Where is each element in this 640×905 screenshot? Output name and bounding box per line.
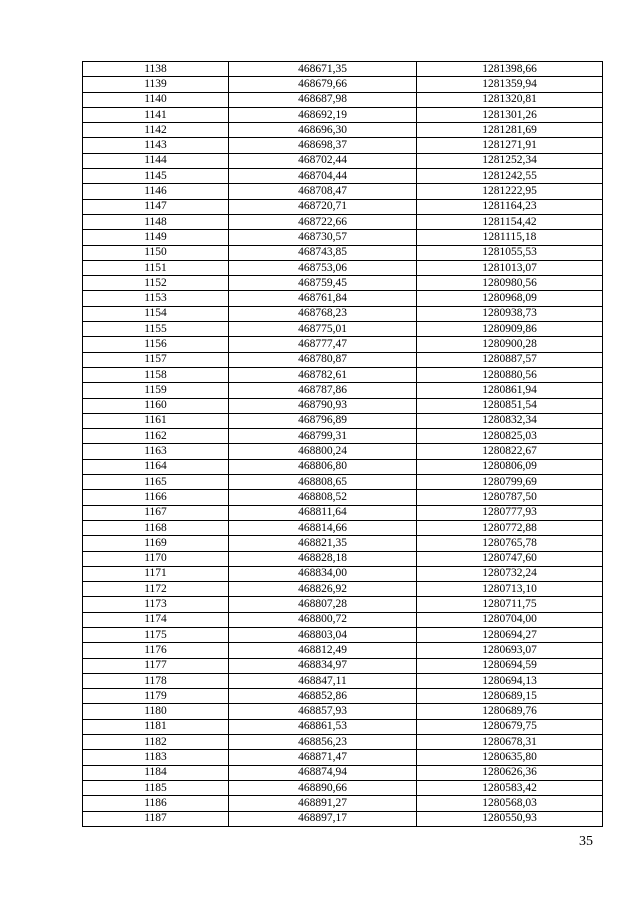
point-number-cell: 1186 bbox=[83, 796, 229, 811]
y-coordinate-cell: 1281398,66 bbox=[417, 62, 603, 77]
x-coordinate-cell: 468708,47 bbox=[229, 184, 417, 199]
point-number-cell: 1170 bbox=[83, 551, 229, 566]
point-number-cell: 1185 bbox=[83, 780, 229, 795]
y-coordinate-cell: 1281301,26 bbox=[417, 107, 603, 122]
y-coordinate-cell: 1280909,86 bbox=[417, 322, 603, 337]
x-coordinate-cell: 468796,89 bbox=[229, 413, 417, 428]
y-coordinate-cell: 1280635,80 bbox=[417, 750, 603, 765]
y-coordinate-cell: 1280747,60 bbox=[417, 551, 603, 566]
table-row bbox=[83, 306, 603, 321]
table-row bbox=[83, 765, 603, 780]
y-coordinate-cell: 1280732,24 bbox=[417, 566, 603, 581]
y-coordinate-cell: 1280765,78 bbox=[417, 536, 603, 551]
x-coordinate-cell: 468861,53 bbox=[229, 719, 417, 734]
y-coordinate-cell: 1281164,23 bbox=[417, 199, 603, 214]
point-number-cell: 1177 bbox=[83, 658, 229, 673]
y-coordinate-cell: 1280938,73 bbox=[417, 306, 603, 321]
y-coordinate-cell: 1280799,69 bbox=[417, 475, 603, 490]
y-coordinate-cell: 1281281,69 bbox=[417, 123, 603, 138]
point-number-cell: 1148 bbox=[83, 214, 229, 229]
point-number-cell: 1156 bbox=[83, 337, 229, 352]
x-coordinate-cell: 468806,80 bbox=[229, 459, 417, 474]
y-coordinate-cell: 1280900,28 bbox=[417, 337, 603, 352]
x-coordinate-cell: 468780,87 bbox=[229, 352, 417, 367]
table-row bbox=[83, 627, 603, 642]
x-coordinate-cell: 468857,93 bbox=[229, 704, 417, 719]
x-coordinate-cell: 468800,72 bbox=[229, 612, 417, 627]
x-coordinate-cell: 468790,93 bbox=[229, 398, 417, 413]
point-number-cell: 1157 bbox=[83, 352, 229, 367]
y-coordinate-cell: 1280851,54 bbox=[417, 398, 603, 413]
y-coordinate-cell: 1280711,75 bbox=[417, 597, 603, 612]
y-coordinate-cell: 1281242,55 bbox=[417, 169, 603, 184]
table-row bbox=[83, 459, 603, 474]
y-coordinate-cell: 1280678,31 bbox=[417, 735, 603, 750]
x-coordinate-cell: 468897,17 bbox=[229, 811, 417, 826]
x-coordinate-cell: 468874,94 bbox=[229, 765, 417, 780]
table-row bbox=[83, 582, 603, 597]
table-row bbox=[83, 383, 603, 398]
table-row bbox=[83, 429, 603, 444]
point-number-cell: 1147 bbox=[83, 199, 229, 214]
table-row bbox=[83, 367, 603, 382]
x-coordinate-cell: 468808,65 bbox=[229, 475, 417, 490]
table-row bbox=[83, 62, 603, 77]
table-row bbox=[83, 520, 603, 535]
table-row bbox=[83, 214, 603, 229]
point-number-cell: 1149 bbox=[83, 230, 229, 245]
x-coordinate-cell: 468871,47 bbox=[229, 750, 417, 765]
coordinates-table-body bbox=[83, 62, 603, 827]
y-coordinate-cell: 1280777,93 bbox=[417, 505, 603, 520]
x-coordinate-cell: 468768,23 bbox=[229, 306, 417, 321]
table-row bbox=[83, 780, 603, 795]
x-coordinate-cell: 468847,11 bbox=[229, 673, 417, 688]
x-coordinate-cell: 468787,86 bbox=[229, 383, 417, 398]
point-number-cell: 1183 bbox=[83, 750, 229, 765]
point-number-cell: 1142 bbox=[83, 123, 229, 138]
x-coordinate-cell: 468814,66 bbox=[229, 520, 417, 535]
table-row bbox=[83, 444, 603, 459]
x-coordinate-cell: 468811,64 bbox=[229, 505, 417, 520]
table-row bbox=[83, 199, 603, 214]
point-number-cell: 1141 bbox=[83, 107, 229, 122]
point-number-cell: 1150 bbox=[83, 245, 229, 260]
point-number-cell: 1145 bbox=[83, 169, 229, 184]
table-row bbox=[83, 413, 603, 428]
point-number-cell: 1169 bbox=[83, 536, 229, 551]
x-coordinate-cell: 468730,57 bbox=[229, 230, 417, 245]
table-row bbox=[83, 673, 603, 688]
point-number-cell: 1164 bbox=[83, 459, 229, 474]
y-coordinate-cell: 1280713,10 bbox=[417, 582, 603, 597]
point-number-cell: 1167 bbox=[83, 505, 229, 520]
point-number-cell: 1175 bbox=[83, 627, 229, 642]
table-row bbox=[83, 505, 603, 520]
y-coordinate-cell: 1281222,95 bbox=[417, 184, 603, 199]
point-number-cell: 1176 bbox=[83, 643, 229, 658]
y-coordinate-cell: 1280887,57 bbox=[417, 352, 603, 367]
point-number-cell: 1144 bbox=[83, 153, 229, 168]
point-number-cell: 1181 bbox=[83, 719, 229, 734]
y-coordinate-cell: 1280880,56 bbox=[417, 367, 603, 382]
point-number-cell: 1165 bbox=[83, 475, 229, 490]
point-number-cell: 1146 bbox=[83, 184, 229, 199]
table-row bbox=[83, 77, 603, 92]
table-row bbox=[83, 291, 603, 306]
table-row bbox=[83, 796, 603, 811]
x-coordinate-cell: 468761,84 bbox=[229, 291, 417, 306]
x-coordinate-cell: 468753,06 bbox=[229, 260, 417, 275]
x-coordinate-cell: 468890,66 bbox=[229, 780, 417, 795]
y-coordinate-cell: 1280679,75 bbox=[417, 719, 603, 734]
x-coordinate-cell: 468775,01 bbox=[229, 322, 417, 337]
table-row bbox=[83, 811, 603, 826]
table-row bbox=[83, 475, 603, 490]
point-number-cell: 1163 bbox=[83, 444, 229, 459]
y-coordinate-cell: 1280693,07 bbox=[417, 643, 603, 658]
x-coordinate-cell: 468856,23 bbox=[229, 735, 417, 750]
y-coordinate-cell: 1280832,34 bbox=[417, 413, 603, 428]
point-number-cell: 1151 bbox=[83, 260, 229, 275]
y-coordinate-cell: 1280689,15 bbox=[417, 689, 603, 704]
x-coordinate-cell: 468834,97 bbox=[229, 658, 417, 673]
y-coordinate-cell: 1281271,91 bbox=[417, 138, 603, 153]
x-coordinate-cell: 468799,31 bbox=[229, 429, 417, 444]
x-coordinate-cell: 468834,00 bbox=[229, 566, 417, 581]
y-coordinate-cell: 1280689,76 bbox=[417, 704, 603, 719]
table-row bbox=[83, 566, 603, 581]
table-row bbox=[83, 643, 603, 658]
x-coordinate-cell: 468812,49 bbox=[229, 643, 417, 658]
y-coordinate-cell: 1280626,36 bbox=[417, 765, 603, 780]
x-coordinate-cell: 468826,92 bbox=[229, 582, 417, 597]
table-row bbox=[83, 184, 603, 199]
table-row bbox=[83, 719, 603, 734]
x-coordinate-cell: 468720,71 bbox=[229, 199, 417, 214]
point-number-cell: 1138 bbox=[83, 62, 229, 77]
y-coordinate-cell: 1281055,53 bbox=[417, 245, 603, 260]
y-coordinate-cell: 1281013,07 bbox=[417, 260, 603, 275]
y-coordinate-cell: 1280806,09 bbox=[417, 459, 603, 474]
point-number-cell: 1140 bbox=[83, 92, 229, 107]
point-number-cell: 1160 bbox=[83, 398, 229, 413]
x-coordinate-cell: 468722,66 bbox=[229, 214, 417, 229]
point-number-cell: 1143 bbox=[83, 138, 229, 153]
point-number-cell: 1158 bbox=[83, 367, 229, 382]
table-row bbox=[83, 107, 603, 122]
y-coordinate-cell: 1280787,50 bbox=[417, 490, 603, 505]
point-number-cell: 1153 bbox=[83, 291, 229, 306]
point-number-cell: 1174 bbox=[83, 612, 229, 627]
point-number-cell: 1139 bbox=[83, 77, 229, 92]
coordinates-table bbox=[82, 61, 603, 827]
point-number-cell: 1166 bbox=[83, 490, 229, 505]
y-coordinate-cell: 1281252,34 bbox=[417, 153, 603, 168]
y-coordinate-cell: 1280583,42 bbox=[417, 780, 603, 795]
table-row bbox=[83, 260, 603, 275]
y-coordinate-cell: 1281115,18 bbox=[417, 230, 603, 245]
y-coordinate-cell: 1281359,94 bbox=[417, 77, 603, 92]
x-coordinate-cell: 468808,52 bbox=[229, 490, 417, 505]
x-coordinate-cell: 468743,85 bbox=[229, 245, 417, 260]
x-coordinate-cell: 468828,18 bbox=[229, 551, 417, 566]
point-number-cell: 1184 bbox=[83, 765, 229, 780]
x-coordinate-cell: 468679,66 bbox=[229, 77, 417, 92]
y-coordinate-cell: 1280568,03 bbox=[417, 796, 603, 811]
y-coordinate-cell: 1280861,94 bbox=[417, 383, 603, 398]
y-coordinate-cell: 1280694,27 bbox=[417, 627, 603, 642]
point-number-cell: 1168 bbox=[83, 520, 229, 535]
x-coordinate-cell: 468702,44 bbox=[229, 153, 417, 168]
table-row bbox=[83, 123, 603, 138]
table-row bbox=[83, 490, 603, 505]
page-number: 35 bbox=[579, 834, 593, 849]
x-coordinate-cell: 468800,24 bbox=[229, 444, 417, 459]
point-number-cell: 1154 bbox=[83, 306, 229, 321]
y-coordinate-cell: 1280968,09 bbox=[417, 291, 603, 306]
y-coordinate-cell: 1280822,67 bbox=[417, 444, 603, 459]
x-coordinate-cell: 468692,19 bbox=[229, 107, 417, 122]
x-coordinate-cell: 468807,28 bbox=[229, 597, 417, 612]
x-coordinate-cell: 468777,47 bbox=[229, 337, 417, 352]
y-coordinate-cell: 1280704,00 bbox=[417, 612, 603, 627]
point-number-cell: 1173 bbox=[83, 597, 229, 612]
point-number-cell: 1161 bbox=[83, 413, 229, 428]
x-coordinate-cell: 468803,04 bbox=[229, 627, 417, 642]
table-row bbox=[83, 704, 603, 719]
point-number-cell: 1159 bbox=[83, 383, 229, 398]
point-number-cell: 1171 bbox=[83, 566, 229, 581]
x-coordinate-cell: 468891,27 bbox=[229, 796, 417, 811]
table-row bbox=[83, 337, 603, 352]
table-row bbox=[83, 398, 603, 413]
table-row bbox=[83, 138, 603, 153]
x-coordinate-cell: 468782,61 bbox=[229, 367, 417, 382]
y-coordinate-cell: 1281320,81 bbox=[417, 92, 603, 107]
table-row bbox=[83, 276, 603, 291]
point-number-cell: 1187 bbox=[83, 811, 229, 826]
point-number-cell: 1162 bbox=[83, 429, 229, 444]
x-coordinate-cell: 468821,35 bbox=[229, 536, 417, 551]
table-row bbox=[83, 735, 603, 750]
table-row bbox=[83, 750, 603, 765]
table-row bbox=[83, 352, 603, 367]
point-number-cell: 1179 bbox=[83, 689, 229, 704]
x-coordinate-cell: 468696,30 bbox=[229, 123, 417, 138]
y-coordinate-cell: 1280550,93 bbox=[417, 811, 603, 826]
x-coordinate-cell: 468704,44 bbox=[229, 169, 417, 184]
x-coordinate-cell: 468852,86 bbox=[229, 689, 417, 704]
table-row bbox=[83, 169, 603, 184]
point-number-cell: 1155 bbox=[83, 322, 229, 337]
x-coordinate-cell: 468759,45 bbox=[229, 276, 417, 291]
table-row bbox=[83, 536, 603, 551]
table-row bbox=[83, 92, 603, 107]
table-row bbox=[83, 230, 603, 245]
table-row bbox=[83, 245, 603, 260]
y-coordinate-cell: 1280825,03 bbox=[417, 429, 603, 444]
y-coordinate-cell: 1280694,59 bbox=[417, 658, 603, 673]
table-row bbox=[83, 689, 603, 704]
table-row bbox=[83, 322, 603, 337]
point-number-cell: 1178 bbox=[83, 673, 229, 688]
point-number-cell: 1172 bbox=[83, 582, 229, 597]
table-row bbox=[83, 658, 603, 673]
y-coordinate-cell: 1281154,42 bbox=[417, 214, 603, 229]
point-number-cell: 1152 bbox=[83, 276, 229, 291]
table-row bbox=[83, 597, 603, 612]
x-coordinate-cell: 468698,37 bbox=[229, 138, 417, 153]
x-coordinate-cell: 468671,35 bbox=[229, 62, 417, 77]
table-row bbox=[83, 612, 603, 627]
table-row bbox=[83, 551, 603, 566]
x-coordinate-cell: 468687,98 bbox=[229, 92, 417, 107]
y-coordinate-cell: 1280772,88 bbox=[417, 520, 603, 535]
table-row bbox=[83, 153, 603, 168]
point-number-cell: 1182 bbox=[83, 735, 229, 750]
y-coordinate-cell: 1280980,56 bbox=[417, 276, 603, 291]
point-number-cell: 1180 bbox=[83, 704, 229, 719]
y-coordinate-cell: 1280694,13 bbox=[417, 673, 603, 688]
